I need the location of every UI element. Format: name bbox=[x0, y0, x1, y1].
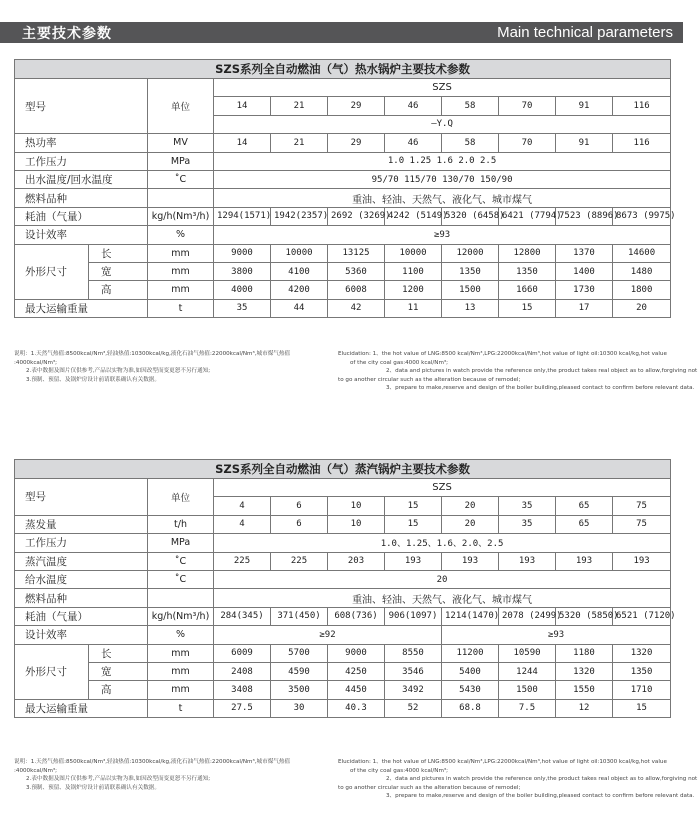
model-cell: 4 bbox=[214, 497, 271, 515]
note-line: 3.预制、预留、及锅炉房设计前请联系确认有关数据。 bbox=[26, 376, 160, 383]
value-cell: 1350 bbox=[499, 262, 556, 280]
note-line: 2、data and pictures in watch provide the reference only,the product takes real object as to allow,forgiving not bbox=[386, 776, 698, 783]
note-line: 说明：1.天然气热值:8500kcal/Nm³,轻油热值:10300kcal/kg,液化石油气热值:22000kcal/Nm³,城市煤气热值 bbox=[14, 351, 291, 357]
value-cell: 17 bbox=[556, 299, 613, 317]
note-line: Elucidation: 1、the hot value of LNG:8500 kcal/Nm³,LPG:22000kcal/Nm³,hot value of light oil:10300 kcal/kg,hot value bbox=[338, 759, 667, 765]
value-cell: 1942(2357) bbox=[271, 207, 328, 225]
row-label: 最大运输重量 bbox=[15, 299, 148, 317]
value-cell: 4590 bbox=[271, 662, 328, 680]
value-cell: 30 bbox=[271, 699, 328, 717]
header-row bbox=[15, 79, 671, 97]
series-label: SZS bbox=[214, 79, 671, 97]
value-cell: 1350 bbox=[613, 662, 671, 680]
value-cell: 5700 bbox=[271, 644, 328, 662]
row-label: 设计效率 bbox=[15, 226, 148, 244]
row-unit: kg/h(Nm³/h) bbox=[148, 207, 214, 225]
row-unit: mm bbox=[148, 662, 214, 680]
row-unit: % bbox=[148, 226, 214, 244]
value-cell: 6521 (7120) bbox=[613, 607, 671, 625]
value-cell: 2692 (3269) bbox=[328, 207, 385, 225]
value-cell: 46 bbox=[385, 134, 442, 152]
hot-water-boiler-table bbox=[14, 59, 676, 318]
value-cell: 4200 bbox=[271, 281, 328, 299]
dimension-row bbox=[15, 681, 671, 699]
value-cell: 12000 bbox=[442, 244, 499, 262]
model-cell: 70 bbox=[499, 97, 556, 115]
value-cell: 203 bbox=[328, 552, 385, 570]
value-cell: 65 bbox=[556, 515, 613, 533]
value-cell: 4000 bbox=[214, 281, 271, 299]
value-cell: 14 bbox=[214, 134, 271, 152]
value-cell: 1244 bbox=[499, 662, 556, 680]
table-title-row bbox=[15, 460, 671, 479]
row-unit bbox=[148, 189, 214, 207]
value-cell: 15 bbox=[499, 299, 556, 317]
value-cell: 2408 bbox=[214, 662, 271, 680]
model-suffix: —Y.Q bbox=[214, 115, 671, 133]
value-cell: 9000 bbox=[328, 644, 385, 662]
unit-label: 单位 bbox=[148, 479, 214, 516]
span-value: 1.0 1.25 1.6 2.0 2.5 bbox=[214, 152, 671, 170]
value-cell: 4 bbox=[214, 515, 271, 533]
row-unit: MPa bbox=[148, 534, 214, 552]
note-line: 说明：1.天然气热值:8500kcal/Nm³,轻油热值:10300kcal/kg,液化石油气热值:22000kcal/Nm³,城市煤气热值 bbox=[14, 759, 291, 765]
value-cell: 5320 (6458) bbox=[442, 207, 499, 225]
value-cell: 2078 (2499) bbox=[499, 607, 556, 625]
data-row bbox=[15, 226, 671, 244]
value-cell: 10000 bbox=[271, 244, 328, 262]
weight-row bbox=[15, 699, 671, 717]
row-label: 最大运输重量 bbox=[15, 699, 148, 717]
dimension-label: 高 bbox=[89, 281, 148, 299]
value-cell: 193 bbox=[556, 552, 613, 570]
data-row bbox=[15, 534, 671, 552]
efficiency-left: ≥92 bbox=[214, 626, 442, 644]
value-cell: 21 bbox=[271, 134, 328, 152]
value-cell: 58 bbox=[442, 134, 499, 152]
value-cell: 193 bbox=[613, 552, 671, 570]
model-cell: 116 bbox=[613, 97, 671, 115]
dimension-row bbox=[15, 262, 671, 280]
data-row bbox=[15, 626, 671, 644]
row-unit: ˚C bbox=[148, 170, 214, 188]
note-line: 2.表中数据及图片仅供参考,产品以实物为准,如因改型而变更恕不另行通知; bbox=[26, 368, 211, 375]
value-cell: 6 bbox=[271, 515, 328, 533]
model-cell: 14 bbox=[214, 97, 271, 115]
dimension-label: 宽 bbox=[89, 662, 148, 680]
value-cell: 7523 (8896) bbox=[556, 207, 613, 225]
dimensions-label: 外形尺寸 bbox=[15, 644, 89, 699]
value-cell: 42 bbox=[328, 299, 385, 317]
value-cell: 91 bbox=[556, 134, 613, 152]
value-cell: 193 bbox=[499, 552, 556, 570]
value-cell: 68.8 bbox=[442, 699, 499, 717]
row-unit: ˚C bbox=[148, 552, 214, 570]
data-row bbox=[15, 152, 671, 170]
row-label: 出水温度/回水温度 bbox=[15, 170, 148, 188]
row-unit: mm bbox=[148, 262, 214, 280]
value-cell: 4242 (5149) bbox=[385, 207, 442, 225]
value-cell: 4250 bbox=[328, 662, 385, 680]
value-cell: 1320 bbox=[613, 644, 671, 662]
value-cell: 1500 bbox=[442, 281, 499, 299]
value-cell: 44 bbox=[271, 299, 328, 317]
value-cell: 35 bbox=[214, 299, 271, 317]
value-cell: 10 bbox=[328, 515, 385, 533]
data-row bbox=[15, 134, 671, 152]
value-cell: 14600 bbox=[613, 244, 671, 262]
model-cell: 75 bbox=[613, 497, 671, 515]
dimensions-label: 外形尺寸 bbox=[15, 244, 89, 299]
row-unit: mm bbox=[148, 681, 214, 699]
note-line: 3、prepare to make,reserve and design of the boiler building,pleased contact to confirm before relevant data. bbox=[386, 793, 695, 800]
value-cell: 608(736) bbox=[328, 607, 385, 625]
header-row bbox=[15, 479, 671, 497]
value-cell: 75 bbox=[613, 515, 671, 533]
value-cell: 4450 bbox=[328, 681, 385, 699]
dimension-label: 宽 bbox=[89, 262, 148, 280]
value-cell: 52 bbox=[385, 699, 442, 717]
value-cell: 1294(1571) bbox=[214, 207, 271, 225]
series-label: SZS bbox=[214, 479, 671, 497]
model-cell: 29 bbox=[328, 97, 385, 115]
section-banner bbox=[0, 22, 683, 43]
row-label: 蒸发量 bbox=[15, 515, 148, 533]
model-cell: 58 bbox=[442, 97, 499, 115]
value-cell: 1550 bbox=[556, 681, 613, 699]
data-row bbox=[15, 515, 671, 533]
model-cell: 65 bbox=[556, 497, 613, 515]
value-cell: 3408 bbox=[214, 681, 271, 699]
dimension-row bbox=[15, 644, 671, 662]
value-cell: 371(450) bbox=[271, 607, 328, 625]
value-cell: 70 bbox=[499, 134, 556, 152]
value-cell: 1400 bbox=[556, 262, 613, 280]
value-cell: 906(1097) bbox=[385, 607, 442, 625]
span-value: 重油、轻油、天然气、液化气、城市煤气 bbox=[214, 189, 671, 207]
value-cell: 3800 bbox=[214, 262, 271, 280]
row-label: 燃料品种 bbox=[15, 189, 148, 207]
row-unit: t bbox=[148, 299, 214, 317]
value-cell: 1800 bbox=[613, 281, 671, 299]
note-line: :4000kcal/Nm³; bbox=[14, 767, 58, 774]
dimension-label: 长 bbox=[89, 644, 148, 662]
data-row bbox=[15, 589, 671, 607]
model-cell: 46 bbox=[385, 97, 442, 115]
value-cell: 12 bbox=[556, 699, 613, 717]
model-cell: 10 bbox=[328, 497, 385, 515]
model-cell: 15 bbox=[385, 497, 442, 515]
steam-boiler-table bbox=[14, 459, 676, 718]
value-cell: 27.5 bbox=[214, 699, 271, 717]
value-cell: 1320 bbox=[556, 662, 613, 680]
span-value: ≥93 bbox=[214, 226, 671, 244]
row-unit: ˚C bbox=[148, 570, 214, 588]
value-cell: 1730 bbox=[556, 281, 613, 299]
model-cell: 20 bbox=[442, 497, 499, 515]
row-unit: t bbox=[148, 699, 214, 717]
model-cell: 35 bbox=[499, 497, 556, 515]
value-cell: 6421 (7794) bbox=[499, 207, 556, 225]
note-line: 3、prepare to make,reserve and design of the boiler building,pleased contact to confirm before relevant data. bbox=[386, 385, 695, 392]
value-cell: 193 bbox=[385, 552, 442, 570]
span-value: 95/70 115/70 130/70 150/90 bbox=[214, 170, 671, 188]
value-cell: 284(345) bbox=[214, 607, 271, 625]
data-row bbox=[15, 607, 671, 625]
section-title-en: Main technical parameters bbox=[497, 24, 673, 41]
value-cell: 8673 (9975) bbox=[613, 207, 671, 225]
note-line: 3.预制、预留、及锅炉房设计前请联系确认有关数据。 bbox=[26, 784, 160, 791]
row-unit: t/h bbox=[148, 515, 214, 533]
value-cell: 9000 bbox=[214, 244, 271, 262]
row-label: 热功率 bbox=[15, 134, 148, 152]
data-row bbox=[15, 189, 671, 207]
table-title: SZS系列全自动燃油（气）热水锅炉主要技术参数 bbox=[15, 60, 671, 79]
value-cell: 5360 bbox=[328, 262, 385, 280]
span-value: 重油、轻油、天然气、液化气、城市煤气 bbox=[214, 589, 671, 607]
value-cell: 6009 bbox=[214, 644, 271, 662]
row-label: 工作压力 bbox=[15, 534, 148, 552]
value-cell: 13 bbox=[442, 299, 499, 317]
row-label: 燃料品种 bbox=[15, 589, 148, 607]
value-cell: 5320 (5850) bbox=[556, 607, 613, 625]
note-line: Elucidation: 1、the hot value of LNG:8500 kcal/Nm³,LPG:22000kcal/Nm³,hot value of light oil:10300 kcal/kg,hot value bbox=[338, 351, 667, 357]
value-cell: 225 bbox=[214, 552, 271, 570]
note-line: of the city coal gas:4000 kcal/Nm³; bbox=[350, 359, 449, 366]
value-cell: 7.5 bbox=[499, 699, 556, 717]
value-cell: 3500 bbox=[271, 681, 328, 699]
span-value: 20 bbox=[214, 570, 671, 588]
note-line: 2.表中数据及图片仅供参考,产品以实物为准,如因改型而变更恕不另行通知; bbox=[26, 776, 211, 783]
value-cell: 1180 bbox=[556, 644, 613, 662]
value-cell: 12800 bbox=[499, 244, 556, 262]
value-cell: 1200 bbox=[385, 281, 442, 299]
note-line: to go another circular such as the alteration because of remodel; bbox=[338, 376, 521, 383]
row-unit: MPa bbox=[148, 152, 214, 170]
model-cell: 6 bbox=[271, 497, 328, 515]
value-cell: 10000 bbox=[385, 244, 442, 262]
notes-en bbox=[338, 758, 698, 801]
value-cell: 1710 bbox=[613, 681, 671, 699]
value-cell: 40.3 bbox=[328, 699, 385, 717]
value-cell: 20 bbox=[613, 299, 671, 317]
value-cell: 1370 bbox=[556, 244, 613, 262]
row-label: 给水温度 bbox=[15, 570, 148, 588]
note-line: 2、data and pictures in watch provide the reference only,the product takes real object as to allow,forgiving not bbox=[386, 368, 698, 375]
row-label: 耗油（气量） bbox=[15, 207, 148, 225]
row-unit: mm bbox=[148, 281, 214, 299]
value-cell: 15 bbox=[385, 515, 442, 533]
data-row bbox=[15, 207, 671, 225]
data-row bbox=[15, 552, 671, 570]
model-cell: 21 bbox=[271, 97, 328, 115]
dimension-row bbox=[15, 244, 671, 262]
note-line: to go another circular such as the alteration because of remodel; bbox=[338, 784, 521, 791]
value-cell: 193 bbox=[442, 552, 499, 570]
value-cell: 8550 bbox=[385, 644, 442, 662]
value-cell: 20 bbox=[442, 515, 499, 533]
row-label: 设计效率 bbox=[15, 626, 148, 644]
dimension-label: 长 bbox=[89, 244, 148, 262]
value-cell: 35 bbox=[499, 515, 556, 533]
value-cell: 1480 bbox=[613, 262, 671, 280]
value-cell: 10590 bbox=[499, 644, 556, 662]
value-cell: 1214(1470) bbox=[442, 607, 499, 625]
value-cell: 6008 bbox=[328, 281, 385, 299]
value-cell: 15 bbox=[613, 699, 671, 717]
value-cell: 1660 bbox=[499, 281, 556, 299]
value-cell: 116 bbox=[613, 134, 671, 152]
model-cell: 91 bbox=[556, 97, 613, 115]
value-cell: 225 bbox=[271, 552, 328, 570]
note-line: :4000kcal/Nm³; bbox=[14, 359, 58, 366]
table-title: SZS系列全自动燃油（气）蒸汽锅炉主要技术参数 bbox=[15, 460, 671, 479]
row-unit bbox=[148, 589, 214, 607]
row-unit: % bbox=[148, 626, 214, 644]
dimension-row bbox=[15, 662, 671, 680]
table-title-row bbox=[15, 60, 671, 79]
dimension-row bbox=[15, 281, 671, 299]
value-cell: 11200 bbox=[442, 644, 499, 662]
span-value: 1.0、1.25、1.6、2.0、2.5 bbox=[214, 534, 671, 552]
row-label: 蒸汽温度 bbox=[15, 552, 148, 570]
notes-cn bbox=[14, 758, 334, 792]
row-unit: MV bbox=[148, 134, 214, 152]
value-cell: 1100 bbox=[385, 262, 442, 280]
row-unit: mm bbox=[148, 244, 214, 262]
row-label: 工作压力 bbox=[15, 152, 148, 170]
efficiency-right: ≥93 bbox=[442, 626, 671, 644]
value-cell: 11 bbox=[385, 299, 442, 317]
value-cell: 5400 bbox=[442, 662, 499, 680]
section-title-cn: 主要技术参数 bbox=[22, 25, 112, 42]
row-label: 耗油（气量） bbox=[15, 607, 148, 625]
value-cell: 13125 bbox=[328, 244, 385, 262]
value-cell: 3492 bbox=[385, 681, 442, 699]
model-label: 型号 bbox=[15, 479, 148, 516]
notes-en bbox=[338, 350, 698, 393]
dimension-label: 高 bbox=[89, 681, 148, 699]
note-line: of the city coal gas:4000 kcal/Nm³; bbox=[350, 767, 449, 774]
data-row bbox=[15, 570, 671, 588]
row-unit: kg/h(Nm³/h) bbox=[148, 607, 214, 625]
value-cell: 3546 bbox=[385, 662, 442, 680]
value-cell: 1500 bbox=[499, 681, 556, 699]
unit-label: 单位 bbox=[148, 79, 214, 134]
notes-cn bbox=[14, 350, 334, 384]
value-cell: 5430 bbox=[442, 681, 499, 699]
value-cell: 4100 bbox=[271, 262, 328, 280]
row-unit: mm bbox=[148, 644, 214, 662]
model-label: 型号 bbox=[15, 79, 148, 134]
data-row bbox=[15, 170, 671, 188]
value-cell: 1350 bbox=[442, 262, 499, 280]
value-cell: 29 bbox=[328, 134, 385, 152]
weight-row bbox=[15, 299, 671, 317]
